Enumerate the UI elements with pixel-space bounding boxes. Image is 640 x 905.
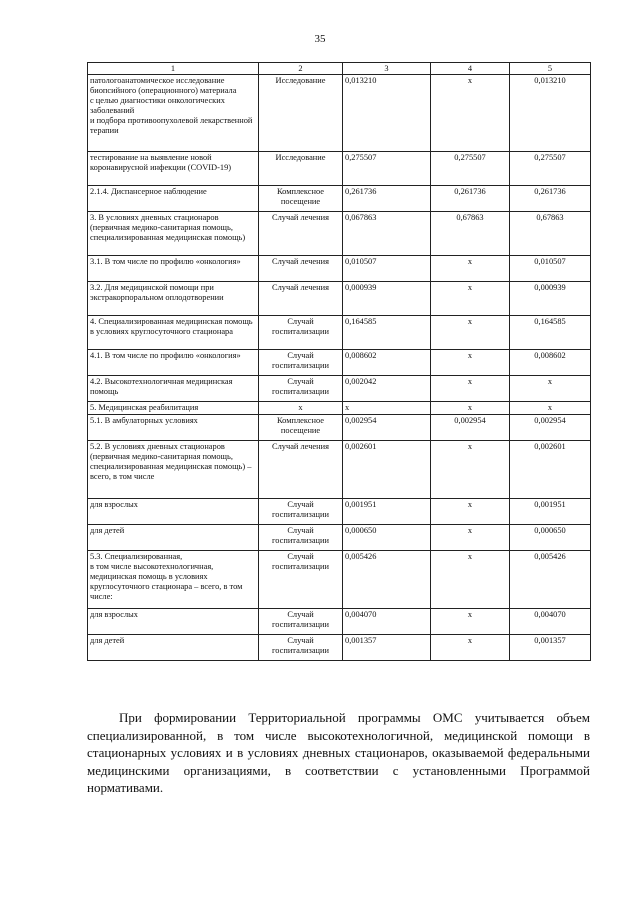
column-header-5: 5 [510, 63, 591, 75]
row-unit-cell: Исследование [259, 75, 343, 152]
row-name-cell: 4. Специализированная медицинская помощь в условиях круглосуточного стационара [88, 316, 259, 350]
row-value-col5: 0,005426 [510, 551, 591, 609]
row-value-col4: х [431, 350, 510, 376]
row-unit-cell: Случай госпитализации [259, 350, 343, 376]
row-value-col4: 0,67863 [431, 212, 510, 256]
table-row [88, 609, 591, 635]
table-row [88, 212, 591, 256]
row-unit-cell: Случай госпитализации [259, 316, 343, 350]
table-row [88, 282, 591, 316]
row-value-col5: 0,000650 [510, 525, 591, 551]
row-value-col4: х [431, 499, 510, 525]
row-value-col4: х [431, 402, 510, 415]
footer-paragraph: При формировании Территориальной программы ОМС учитывается объем специализированной, в том числе высокотехнологичной, медицинской помощи в стационарных условиях и в условиях дневных стационаров, оказываемой федеральными медицинскими организациями, в соответствии с установленными Программой нормативами. [87, 710, 590, 795]
row-value-col4: х [431, 282, 510, 316]
row-unit-cell: Случай госпитализации [259, 499, 343, 525]
row-value-col5: 0,002601 [510, 441, 591, 499]
row-name-cell: 2.1.4. Диспансерное наблюдение [88, 186, 259, 212]
row-name-cell: 3.1. В том числе по профилю «онкология» [88, 256, 259, 282]
row-value-col3: 0,013210 [343, 75, 431, 152]
row-value-col4: х [431, 441, 510, 499]
row-value-col3: 0,001357 [343, 635, 431, 661]
table-header-row [88, 63, 591, 75]
table-row [88, 152, 591, 186]
row-name-cell: для детей [88, 525, 259, 551]
table-row [88, 402, 591, 415]
row-unit-cell: Случай госпитализации [259, 551, 343, 609]
row-value-col4: х [431, 551, 510, 609]
row-value-col4: 0,261736 [431, 186, 510, 212]
row-value-col3: 0,008602 [343, 350, 431, 376]
row-unit-cell: х [259, 402, 343, 415]
row-value-col5: х [510, 376, 591, 402]
row-value-col3: 0,164585 [343, 316, 431, 350]
row-value-col4: х [431, 256, 510, 282]
row-value-col4: 0,002954 [431, 415, 510, 441]
row-value-col3: 0,004070 [343, 609, 431, 635]
table-body [88, 75, 591, 661]
row-value-col4: х [431, 635, 510, 661]
row-value-col5: 0,004070 [510, 609, 591, 635]
column-header-4: 4 [431, 63, 510, 75]
row-value-col3: 0,005426 [343, 551, 431, 609]
row-value-col3: 0,000650 [343, 525, 431, 551]
row-value-col5: 0,001357 [510, 635, 591, 661]
row-value-col4: х [431, 525, 510, 551]
row-name-cell: тестирование на выявление новой коронавирусной инфекции (COVID-19) [88, 152, 259, 186]
row-name-cell: 5.3. Специализированная, в том числе высокотехнологичная, медицинская помощь в условиях круглосуточного стационара – всего, в том числе: [88, 551, 259, 609]
row-value-col4: х [431, 376, 510, 402]
row-value-col5: 0,000939 [510, 282, 591, 316]
row-unit-cell: Комплексное посещение [259, 415, 343, 441]
row-name-cell: для взрослых [88, 499, 259, 525]
table-row [88, 186, 591, 212]
table-row [88, 635, 591, 661]
table-row [88, 525, 591, 551]
row-value-col3: х [343, 402, 431, 415]
row-unit-cell: Случай госпитализации [259, 635, 343, 661]
row-value-col5: 0,67863 [510, 212, 591, 256]
row-unit-cell: Случай лечения [259, 256, 343, 282]
row-value-col3: 0,010507 [343, 256, 431, 282]
row-name-cell: 4.2. Высокотехнологичная медицинская помощь [88, 376, 259, 402]
row-name-cell: 3.2. Для медицинской помощи при экстракорпоральном оплодотворении [88, 282, 259, 316]
table-row [88, 376, 591, 402]
row-value-col3: 0,261736 [343, 186, 431, 212]
norms-table [87, 62, 591, 661]
row-value-col5: 0,164585 [510, 316, 591, 350]
row-name-cell: 4.1. В том числе по профилю «онкология» [88, 350, 259, 376]
row-value-col5: 0,010507 [510, 256, 591, 282]
row-name-cell: патологоанатомическое исследование биопсийного (операционного) материала с целью диагностики онкологических заболеваний и подбора противоопухолевой лекарственной терапии [88, 75, 259, 152]
row-name-cell: 3. В условиях дневных стационаров (первичная медико-санитарная помощь, специализированная медицинская помощь) [88, 212, 259, 256]
row-value-col4: х [431, 609, 510, 635]
table-row [88, 75, 591, 152]
row-unit-cell: Случай лечения [259, 282, 343, 316]
row-value-col3: 0,000939 [343, 282, 431, 316]
row-value-col3: 0,067863 [343, 212, 431, 256]
row-name-cell: 5.2. В условиях дневных стационаров (первичная медико-санитарная помощь, специализированная медицинская помощь) – всего, в том числе [88, 441, 259, 499]
row-unit-cell: Случай лечения [259, 441, 343, 499]
row-unit-cell: Случай госпитализации [259, 376, 343, 402]
column-header-1: 1 [88, 63, 259, 75]
row-value-col3: 0,275507 [343, 152, 431, 186]
row-value-col3: 0,001951 [343, 499, 431, 525]
row-name-cell: для взрослых [88, 609, 259, 635]
table-row [88, 415, 591, 441]
table-row [88, 441, 591, 499]
page-number: 35 [314, 33, 326, 45]
row-value-col5: 0,008602 [510, 350, 591, 376]
row-unit-cell: Исследование [259, 152, 343, 186]
row-value-col3: 0,002042 [343, 376, 431, 402]
column-header-3: 3 [343, 63, 431, 75]
table-row [88, 316, 591, 350]
table-row [88, 499, 591, 525]
row-value-col5: 0,002954 [510, 415, 591, 441]
row-value-col5: 0,013210 [510, 75, 591, 152]
row-value-col5: х [510, 402, 591, 415]
row-name-cell: 5. Медицинская реабилитация [88, 402, 259, 415]
table-row [88, 256, 591, 282]
table-row [88, 350, 591, 376]
row-value-col5: 0,275507 [510, 152, 591, 186]
row-name-cell: 5.1. В амбулаторных условиях [88, 415, 259, 441]
row-name-cell: для детей [88, 635, 259, 661]
row-value-col3: 0,002601 [343, 441, 431, 499]
column-header-2: 2 [259, 63, 343, 75]
row-value-col3: 0,002954 [343, 415, 431, 441]
row-value-col4: 0,275507 [431, 152, 510, 186]
row-value-col5: 0,261736 [510, 186, 591, 212]
row-value-col4: х [431, 75, 510, 152]
row-unit-cell: Комплексное посещение [259, 186, 343, 212]
table-row [88, 551, 591, 609]
row-value-col4: х [431, 316, 510, 350]
row-value-col5: 0,001951 [510, 499, 591, 525]
row-unit-cell: Случай госпитализации [259, 609, 343, 635]
row-unit-cell: Случай госпитализации [259, 525, 343, 551]
row-unit-cell: Случай лечения [259, 212, 343, 256]
